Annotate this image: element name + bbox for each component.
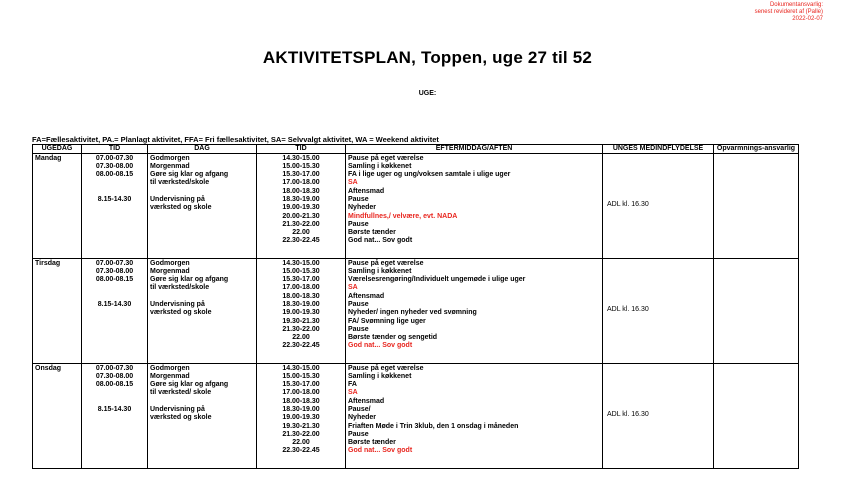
tid-line: 08.00-08.15 <box>95 171 134 179</box>
header-tid: TID <box>82 145 148 154</box>
dag-line: Godmorgen <box>150 154 190 162</box>
tid-cell <box>82 258 148 363</box>
aften-line: Nyheder/ ingen nyheder ved svømning <box>348 309 477 317</box>
tid2-line: 22.30-22.45 <box>282 342 320 350</box>
tid2-line: 17.00-18.00 <box>282 389 320 397</box>
tid-line: 07.30-08.00 <box>95 372 134 380</box>
dag-line <box>150 293 254 301</box>
indflydelse-text: ADL kl. 16.30 <box>607 306 649 314</box>
tid2-line: 18.30-19.00 <box>282 405 320 413</box>
aften-line: Pause/ <box>348 405 371 413</box>
aften-line: Værelsesrengøring/Individuelt ungemøde i ulige uger <box>348 276 526 284</box>
dag-line: Godmorgen <box>150 364 190 372</box>
legend-text: FA=Fællesaktivitet, PA.= Planlagt aktivitet, FFA= Fri fællesaktivitet, SA= Selvvalgt aktivitet, WA = Weekend aktivitet <box>32 135 439 144</box>
tid2-line: 22.00 <box>292 229 310 237</box>
tid2-line: 19.00-19.30 <box>282 309 320 317</box>
aften-line: Mindfullnes,/ velvære, evt. NADA <box>348 212 458 220</box>
dag-line: værksted og skole <box>150 204 212 212</box>
aften-line: Pause <box>348 325 369 333</box>
ugedag-label: Tirsdag <box>35 259 61 267</box>
aften-line: SA <box>348 284 358 292</box>
tid2-cell <box>257 258 346 363</box>
tid-line: 08.00-08.15 <box>95 276 134 284</box>
aften-line: Samling i køkkenet <box>348 162 412 170</box>
tid-line <box>84 398 145 406</box>
indflydelse-cell <box>603 258 714 363</box>
document-meta <box>755 2 823 23</box>
aften-line: Børste tænder og sengetid <box>348 334 438 342</box>
dag-line <box>150 398 254 406</box>
tid2-line: 17.00-18.00 <box>282 179 320 187</box>
tid2-line: 18.30-19.00 <box>282 300 320 308</box>
dag-line: til værksted/ skole <box>150 389 212 397</box>
header-row <box>33 145 799 154</box>
schedule-body <box>33 153 799 468</box>
dag-line: Undervisning på <box>150 405 205 413</box>
header-tid2: TID <box>257 145 346 154</box>
tid2-line: 15.00-15.30 <box>282 372 320 380</box>
tid2-line: 21.30-22.00 <box>282 220 320 228</box>
dag-line <box>150 188 254 196</box>
tid2-line: 18.00-18.30 <box>282 292 320 300</box>
aften-line: Børste tænder <box>348 439 396 447</box>
tid-cell <box>82 363 148 468</box>
ugedag-cell <box>33 153 82 258</box>
tid2-line: 18.00-18.30 <box>282 397 320 405</box>
dag-line: Gøre sig klar og afgang <box>150 381 229 389</box>
aften-line: God nat... Sov godt <box>348 447 413 455</box>
tid-line: 07.30-08.00 <box>95 162 134 170</box>
tid2-line: 18.00-18.30 <box>282 187 320 195</box>
dag-line: Morgenmad <box>150 267 190 275</box>
dag-line: Morgenmad <box>150 162 190 170</box>
aften-cell <box>346 153 603 258</box>
dag-line: Undervisning på <box>150 195 205 203</box>
tid2-line: 21.30-22.00 <box>282 430 320 438</box>
aften-line: Pause <box>348 195 369 203</box>
dag-line: værksted og skole <box>150 414 212 422</box>
aften-cell <box>346 258 603 363</box>
dag-cell <box>148 153 257 258</box>
tid2-line: 19.00-19.30 <box>282 204 320 212</box>
aften-line: Aftensmad <box>348 397 385 405</box>
aften-line: Samling i køkkenet <box>348 372 412 380</box>
header-ansvarlig: Opvarmnings-ansvarlig <box>714 145 799 154</box>
indflydelse-cell <box>603 363 714 468</box>
tid-cell <box>82 153 148 258</box>
header-indflydelse: UNGES MEDINDFLYDELSE <box>603 145 714 154</box>
indflydelse-cell <box>603 153 714 258</box>
tid-line <box>84 389 145 397</box>
meta-responsible: Dokumentansvarlig: <box>769 2 823 8</box>
aften-line: FA <box>348 381 357 389</box>
week-label: UGE: <box>418 90 437 97</box>
day-row <box>33 153 799 258</box>
tid2-line: 14.30-15.00 <box>282 259 320 267</box>
tid-line: 8.15-14.30 <box>97 405 132 413</box>
indflydelse-text: ADL kl. 16.30 <box>607 201 649 209</box>
tid2-cell <box>257 363 346 468</box>
tid-line <box>84 188 145 196</box>
tid2-cell <box>257 153 346 258</box>
tid2-line: 15.30-17.00 <box>282 171 320 179</box>
tid2-line: 15.00-15.30 <box>282 162 320 170</box>
meta-revised: senest revideret af (Palle) <box>754 9 823 15</box>
header-ugedag: UGEDAG <box>33 145 82 154</box>
aften-line: Børste tænder <box>348 229 396 237</box>
meta-date: 2022-02-07 <box>792 16 823 22</box>
tid2-line: 18.30-19.00 <box>282 195 320 203</box>
tid-line: 07.30-08.00 <box>95 267 134 275</box>
aften-line: Pause på eget værelse <box>348 364 424 372</box>
tid-line: 08.00-08.15 <box>95 381 134 389</box>
tid-line: 07.00-07.30 <box>95 154 134 162</box>
dag-line: Undervisning på <box>150 300 205 308</box>
tid-line: 07.00-07.30 <box>95 364 134 372</box>
tid2-line: 19.30-21.30 <box>282 422 320 430</box>
day-row <box>33 258 799 363</box>
tid2-line: 15.30-17.00 <box>282 381 320 389</box>
tid2-line: 22.30-22.45 <box>282 237 320 245</box>
dag-line: Gøre sig klar og afgang <box>150 171 229 179</box>
schedule-table <box>32 144 799 469</box>
aften-line: FA/ Svømning lige uger <box>348 317 426 325</box>
aften-line: Nyheder <box>348 414 377 422</box>
aften-line: Pause <box>348 300 369 308</box>
dag-cell <box>148 258 257 363</box>
tid2-line: 22.30-22.45 <box>282 447 320 455</box>
header-dag: DAG <box>148 145 257 154</box>
aften-line: Samling i køkkenet <box>348 267 412 275</box>
aften-cell <box>346 363 603 468</box>
aften-line: SA <box>348 179 358 187</box>
tid2-line: 19.30-21.30 <box>282 317 320 325</box>
ugedag-cell <box>33 258 82 363</box>
dag-line: værksted og skole <box>150 309 212 317</box>
tid2-line: 20.00-21.30 <box>282 212 320 220</box>
tid-line: 8.15-14.30 <box>97 300 132 308</box>
tid2-line: 19.00-19.30 <box>282 414 320 422</box>
aften-line: Pause på eget værelse <box>348 154 424 162</box>
tid-line <box>84 179 145 187</box>
header-eftermiddag: EFTERMIDDAG/AFTEN <box>346 145 603 154</box>
aften-line: God nat... Sov godt <box>348 342 413 350</box>
aften-line: God nat... Sov godt <box>348 237 413 245</box>
aften-line: Aftensmad <box>348 292 385 300</box>
aften-line: Friaften Møde i Trin 3klub, den 1 onsdag i måneden <box>348 422 519 430</box>
tid2-line: 14.30-15.00 <box>282 364 320 372</box>
tid2-line: 17.00-18.00 <box>282 284 320 292</box>
tid2-line: 22.00 <box>292 334 310 342</box>
tid2-line: 22.00 <box>292 439 310 447</box>
aften-line: Pause <box>348 430 369 438</box>
ansvarlig-cell <box>714 363 799 468</box>
ugedag-cell <box>33 363 82 468</box>
dag-line: Gøre sig klar og afgang <box>150 276 229 284</box>
tid2-line: 15.30-17.00 <box>282 276 320 284</box>
tid2-line: 21.30-22.00 <box>282 325 320 333</box>
aften-line: FA i lige uger og ung/voksen samtale i ulige uger <box>348 171 511 179</box>
ugedag-label: Mandag <box>35 154 62 162</box>
tid-line: 8.15-14.30 <box>97 195 132 203</box>
dag-line: til værksted/skole <box>150 179 210 187</box>
tid2-line: 15.00-15.30 <box>282 267 320 275</box>
dag-line: til værksted/skole <box>150 284 210 292</box>
aften-line: Pause <box>348 220 369 228</box>
aften-line: Nyheder <box>348 204 377 212</box>
ansvarlig-cell <box>714 258 799 363</box>
aften-line: SA <box>348 389 358 397</box>
tid2-line: 14.30-15.00 <box>282 154 320 162</box>
tid-line <box>84 293 145 301</box>
tid-line <box>84 284 145 292</box>
aften-line: Aftensmad <box>348 187 385 195</box>
page-title: AKTIVITETSPLAN, Toppen, uge 27 til 52 <box>262 48 593 67</box>
aften-line: Pause på eget værelse <box>348 259 424 267</box>
ugedag-label: Onsdag <box>35 364 62 372</box>
dag-cell <box>148 363 257 468</box>
ansvarlig-cell <box>714 153 799 258</box>
dag-line: Morgenmad <box>150 372 190 380</box>
indflydelse-text: ADL kl. 16.30 <box>607 411 649 419</box>
day-row <box>33 363 799 468</box>
tid-line: 07.00-07.30 <box>95 259 134 267</box>
dag-line: Godmorgen <box>150 259 190 267</box>
